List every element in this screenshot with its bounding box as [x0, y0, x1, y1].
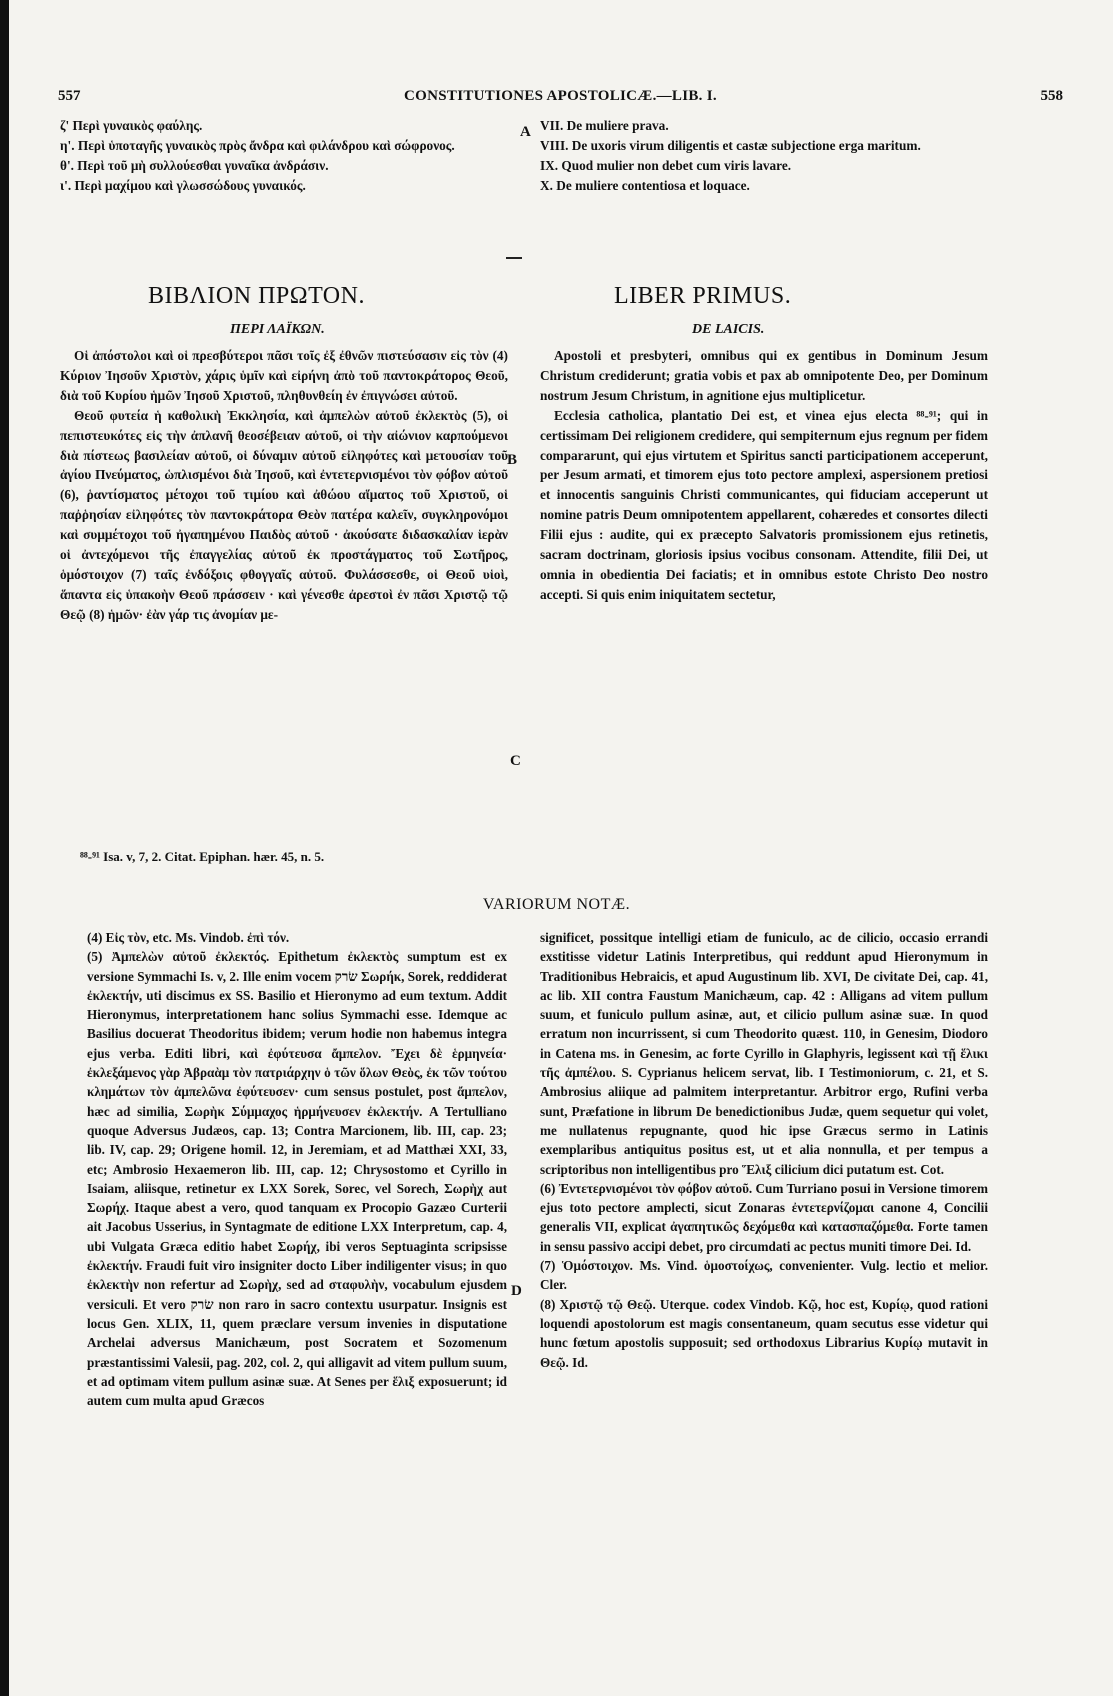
greek-text-column: [60, 346, 508, 625]
greek-chapter-entry: η'. Περὶ ὑποταγῆς γυναικὸς πρὸς ἄνδρα καὶ φιλάνδρου καὶ σώφρονος.: [60, 137, 455, 153]
greek-book-title: ΒΙΒΛΙΟΝ ΠΡΩΤΟΝ.: [148, 283, 365, 309]
latin-chapter-entry: IX. Quod mulier non debet cum viris lavare.: [540, 157, 792, 173]
note-entry: (7) Ὁμόστοιχον. Ms. Vind. ὁμοστοίχως, convenienter. Vulg. lectio et melior. Cler.: [540, 1258, 988, 1293]
latin-paragraph: Apostoli et presbyteri, omnibus qui ex gentibus in Dominum Jesum Christum crediderunt; gratia vobis et pax ab omnipotente Deo, per Dominum nostrum Jesum Christum, in agnitione ejus multiplicetur.: [540, 348, 988, 403]
greek-chapter-entry: ι'. Περὶ μαχίμου καὶ γλωσσώδους γυναικός.: [60, 177, 306, 193]
note-entry: (5) Ἀμπελὼν αὐτοῦ ἐκλεκτός. Epithetum ἐκλεκτὸς sumptum est ex versione Symmachi Is. v, 2. Ille enim vocem שׂרק Σωρήκ, Sorek, reddiderat ἐκλεκτήν, uti discimus ex SS. Basilio et Hieronymo ad eum textum. Addit Hieronymus, interpretationem hanc solius Symmachi esse. Idemque ac Basilius docuerat Theodoritus ibidem; verum hodie non habemus integra ejus verba. Editi libri, καὶ ἐφύτευσα ἄμπελον. Ἔχει δὲ ἑρμηνεία· ἐκλεξάμενος γὰρ Ἀβραὰμ τὸν πατριάρχην ὁ τῶν ὅλων Θεὸς, ἐκ τῶν τούτου κλημάτων τὸν ἀμπελῶνα ἐφύτευσεν· cum sensus postulet, post ἄμπελον, hæc ad similia, Σωρὴκ Σύμμαχος ἡρμήνευσεν ἐκλεκτήν. A Tertulliano quoque Adversus Judæos, cap. 13; Contra Marcionem, lib. III, cap. 23; lib. IV, cap. 29; Origene homil. 12, in Jeremiam, et ad Matthæi XXI, 33, etc; Ambrosio Hexaemeron lib. III, cap. 12; Chrysostomo et Cyrillo in Isaiam, aliisque, retinetur ex LXX Sorek, Sorec, vel Sorech, Σωρὴχ aut Σωρήχ. Itaque abest a vero, quod tanquam ex Procopio Gazæo Curterii ait Jacobus Usserius, in Syntagmate de editione LXX Interpretum, cap. 4, ubi Vulgata Græca editio habet Σωρήχ, ibi veros Septuaginta scripsisse ἐκλεκτήν. Fraudi fuit viro insigniter docto Liber indiligenter visus; in quo ἐκλεκτὴν non refertur ad Σωρὴχ, sed ad σταφυλὴν, vocabulum ejusdem versiculi. Et vero שׂרק non raro in sacro contextu usurpatur. Insignis est locus Gen. XLIX, 11, quem præclare versum invenies in disputatione Archelai adversus Manichæum, post Socratem et Sozomenum præstantissimi Valesii, pag. 202, col. 2, qui alligavit ad vitem pullum suum, et ad optimam vitem pullum asinæ suæ. At Senes per ἕλιξ exposuerunt; id autem cum multa apud Græcos: [87, 949, 508, 1409]
latin-paragraph: Ecclesia catholica, plantatio Dei est, et vinea ejus electa ⁸⁸-⁹¹; qui in certissimam Dei religionem credidere, qui sempiternum ejus regnum per fidem compararunt, qui ejus virtutem et Spiritus sancti participationem acceperunt, per Jesum armati, et timorem ejus toto pectore amplexi, aspersionem pretiosi et innocentis sanguinis Christi communicantes, qui fiduciam acceperunt ut nomine patris Deum omnipotentem appellarent, cohæredes et consortes dilecti Filii ejus : audite, qui ex præcepto Salvatoris promissionem ejus retinetis, sacram doctrinam, gloriosis ipsius vocibus consonam. Attendite, filii Dei, ut omnia in obedientia Dei faciatis; et in omnibus estote Christo Deo nostro accepti. Si quis enim iniquitatem sectetur,: [540, 407, 988, 602]
latin-chapter-entry: X. De muliere contentiosa et loquace.: [540, 177, 750, 193]
note-entry: (4) Εἰς τὸν, etc. Ms. Vindob. ἐπὶ τόν.: [87, 930, 290, 945]
note-entry: (6) Ἐντετερνισμένοι τὸν φόβον αὐτοῦ. Cum Turriano posui in Versione timorem ejus toto pectore amplecti, sicut Zonaras ἐντετερνίζομαι canone 4, Concilii generalis VII, explicat ἀγαπητικῶς δεχόμεθα καὶ κατασπαζόμεθα. Forte tamen in sensu passivo accipi debet, pro circumdati ac pectus muniti timore Dei. Id.: [540, 1180, 988, 1254]
greek-chapter-entry: ζ' Περὶ γυναικὸς φαύλης.: [60, 118, 203, 133]
latin-chapter-list: [540, 116, 988, 196]
notes-right-column: [540, 928, 988, 1372]
note-entry: (8) Χριστῷ τῷ Θεῷ. Uterque. codex Vindob. Κῷ, hoc est, Κυρίῳ, quod rationi loquendi apostolorum est magis consentaneum, quam secutus esse videtur qui hunc fœtum apostolis supposuit; sed orthodoxus Librarius Κυρίῳ mutavit in Θεῷ. Id.: [540, 1296, 988, 1370]
notes-heading: VARIORUM NOTÆ.: [482, 896, 631, 913]
margin-mark-d: D: [511, 1283, 522, 1299]
running-title: CONSTITUTIONES APOSTOLICÆ.—LIB. I.: [404, 88, 717, 104]
greek-paragraph: Οἱ ἀπόστολοι καὶ οἱ πρεσβύτεροι πᾶσι τοῖς ἐξ ἐθνῶν πιστεύσασιν εἰς τὸν (4) Κύριον Ἰησοῦν Χριστὸν, χάρις ὑμῖν καὶ εἰρήνη ἀπὸ τοῦ παντοκράτορος Θεοῦ, διὰ τοῦ Κυρίου ἡμῶν Ἰησοῦ Χριστοῦ, πληθυνθείη ἐν ἐπιγνώσει αὐτοῦ.: [60, 348, 508, 403]
margin-mark-b: B: [507, 452, 518, 468]
page-number-left: 557: [58, 88, 81, 104]
greek-subtitle: ΠΕΡΙ ΛΑΪΚΩΝ.: [230, 322, 325, 337]
latin-book-title: LIBER PRIMUS.: [614, 283, 792, 309]
margin-mark-c: C: [510, 753, 521, 769]
note-entry: significet, possitque intelligi etiam de funiculo, ac de cilicio, occasio errandi exstitisse videtur Latinis Interpretibus, qui reddunt apud Hieronymum in Traditionibus Hebraicis, et apud Augustinum lib. XVI, De civitate Dei, cap. 41, ac lib. XII contra Faustum Manichæum, cap. 42 : Alligans ad vitem pullum suum, et funiculo pullum asinæ, aut, et cilicio pullum asinæ suæ. In quod erratum non incurrissent, si cum Theodorito quæst. 110, in Genesim, Diodoro in Catena ms. in Genesim, ac forte Cyrillo in Glaphyris, legissent καὶ τῇ ἕλικι τῆς ἀμπέλου. S. Cyprianus helicem servat, lib. I Testimoniorum, c. 21, et S. Ambrosius aliique ad palmitem interpretantur. Arbitror ergo, Rufini verba sunt, Præfatione in librum De benedictionibus Judæ, quem sequetur qui volet, me nullatenus repugnante, quod hic ipse Græcus sermo in Latinis exemplaribus antiquitus positus est, ut et alia nonnulla, et per tempus a scriptoribus non intelligentibus pro Ἕλιξ cilicium dici putatum est. Cot.: [540, 930, 988, 1177]
scripture-footnote: ⁸⁸-⁹¹ Isa. v, 7, 2. Citat. Epiphan. hær. 45, n. 5.: [80, 849, 325, 864]
margin-mark-a: A: [520, 124, 531, 140]
greek-chapter-entry: θ'. Περὶ τοῦ μὴ συλλούεσθαι γυναῖκα ἀνδράσιν.: [60, 157, 329, 173]
latin-text-column: [540, 346, 988, 605]
page-number-right: 558: [1040, 88, 1063, 104]
latin-chapter-entry: VII. De muliere prava.: [540, 118, 669, 133]
latin-subtitle: DE LAICIS.: [692, 322, 765, 337]
greek-paragraph: Θεοῦ φυτεία ἡ καθολικὴ Ἐκκλησία, καὶ ἀμπελὼν αὐτοῦ ἐκλεκτὸς (5), οἱ πεπιστευκότες εἰς τὴν ἀπλανῆ θεοσέβειαν αὐτοῦ, οἱ τὴν αἰώνιον καρπούμενοι διὰ πίστεως βασιλείαν αὐτοῦ, οἱ δύναμιν αὐτοῦ εἰληφότες καὶ μετουσίαν τοῦ ἁγίου Πνεύματος, ὡπλισμένοι διὰ Ἰησοῦ, καὶ ἐντετερνισμένοι τὸν φόβον αὐτοῦ (6), ῥαντίσματος μέτοχοι τοῦ τιμίου καὶ ἀθώου αἵματος τοῦ Χριστοῦ, οἱ παῤῥησίαν εἰληφότες τὸν παντοκράτορα Θεὸν πατέρα καλεῖν, συγκληρονόμοι καὶ συμμέτοχοι τοῦ ἠγαπημένου Παιδὸς αὐτοῦ · ἀκούσατε διδασκαλίαν ἱερὰν οἱ ἀντεχόμενοι τῆς ἐπαγγελίας αὐτοῦ ἐκ προστάγματος τοῦ Σωτῆρος, ὁμόστοιχον (7) ταῖς ἐνδόξοις φθογγαῖς αὐτοῦ. Φυλάσσεσθε, οἱ Θεοῦ υἱοὶ, ἅπαντα εἰς ὑπακοὴν Θεοῦ πράσσειν · καὶ γένεσθε ἀρεστοὶ ἐν πᾶσι Χριστῷ τῷ Θεῷ (8) ἡμῶν· ἐὰν γάρ τις ἀνομίαν με-: [60, 407, 508, 622]
notes-left-column: [87, 928, 507, 1410]
scan-edge: [0, 0, 9, 1696]
greek-chapter-list: [60, 116, 508, 196]
latin-chapter-entry: VIII. De uxoris virum diligentis et castæ subjectione erga maritum.: [540, 137, 921, 153]
separator-rule: [506, 257, 522, 259]
running-header: [58, 88, 1063, 108]
